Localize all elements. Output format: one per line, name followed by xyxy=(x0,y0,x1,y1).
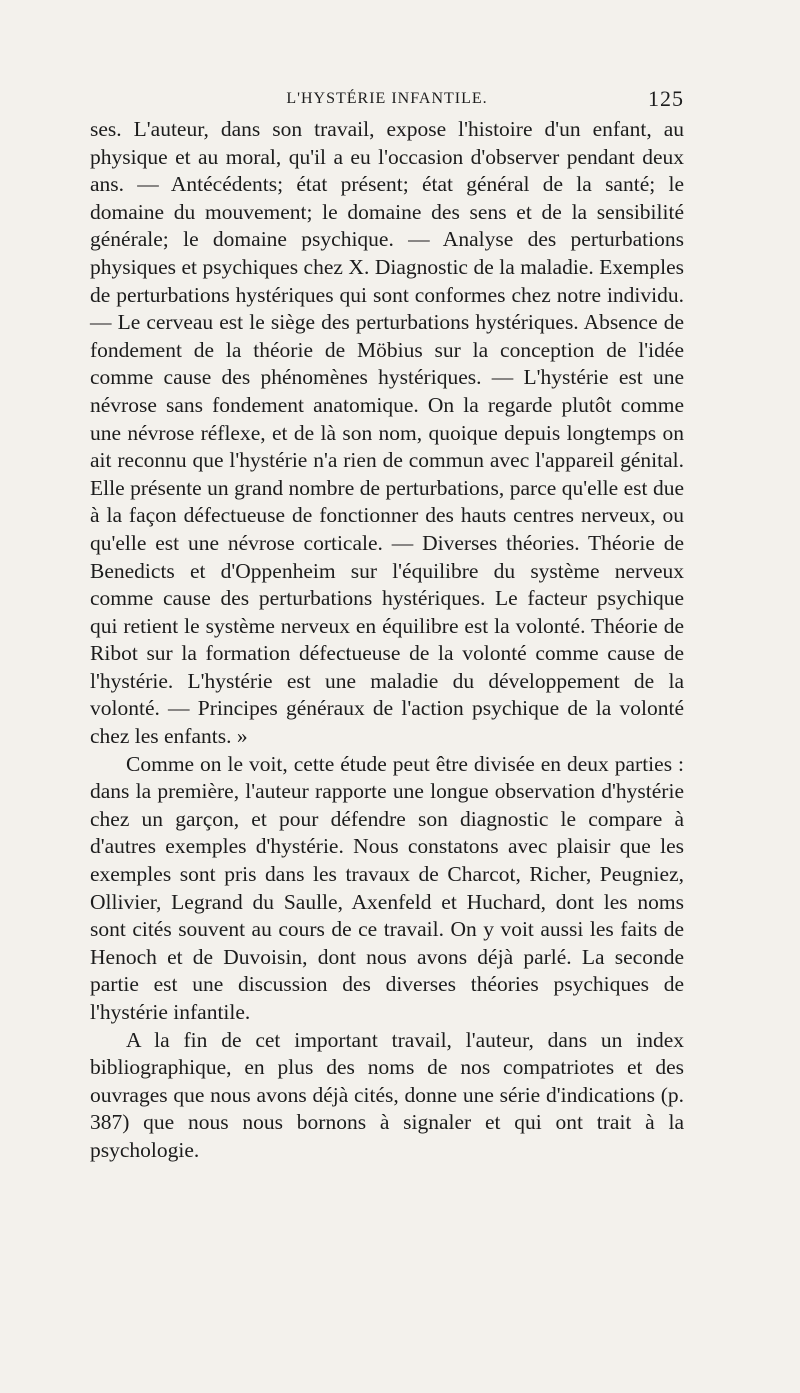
text-body xyxy=(90,116,684,1165)
running-title: L'HYSTÉRIE INFANTILE. xyxy=(286,90,488,107)
paragraph-2: Comme on le voit, cette étude peut être divisée en deux parties : dans la première, l'auteur rapporte une longue observation d'hystérie chez un garçon, et pour défendre son diagnostic le compare à d'autres exemples d'hystérie. Nous constatons avec plaisir que les exemples sont pris dans les travaux de Charcot, Richer, Peugniez, Ollivier, Legrand du Saulle, Axenfeld et Huchard, dont les noms sont cités souvent au cours de ce travail. On y voit aussi les faits de Henoch et de Duvoisin, dont nous avons déjà parlé. La seconde partie est une discussion des diverses théories psychiques de l'hystérie infantile. xyxy=(90,751,684,1024)
paragraph-3: A la fin de cet important travail, l'auteur, dans un index bibliographique, en plus des noms de nos compatriotes et des ouvrages que nous avons déjà cités, donne une série d'indications (p. 387) que nous nous bornons à signaler et qui ont trait à la psychologie. xyxy=(90,1027,684,1162)
page-number: 125 xyxy=(648,86,684,111)
page-header xyxy=(90,86,684,112)
paragraph-1: ses. L'auteur, dans son travail, expose l'histoire d'un enfant, au physique et au moral, qu'il a eu l'occasion d'observer pendant deux ans. — Antécédents; état présent; état général de la santé; le domaine du mouvement; le domaine des sens et de la sensibilité générale; le domaine psychique. — Analyse des perturbations physiques et psychiques chez X. Diagnostic de la maladie. Exemples de perturbations hystériques qui sont conformes chez notre individu. — Le cerveau est le siège des perturbations hystériques. Absence de fondement de la théorie de Möbius sur la conception de l'idée comme cause des phénomènes hystériques. — L'hystérie est une névrose sans fondement anatomique. On la regarde plutôt comme une névrose réflexe, et de là son nom, quoique depuis longtemps on ait reconnu que l'hystérie n'a rien de commun avec l'appareil génital. Elle présente un grand nombre de perturbations, parce qu'elle est due à la façon défectueuse de fonctionner des hauts centres nerveux, ou qu'elle est une névrose corticale. — Diverses théories. Théorie de Benedicts et d'Oppenheim sur l'équilibre du système nerveux comme cause des perturbations hystériques. Le facteur psychique qui retient le système nerveux en équilibre est la volonté. Théorie de Ribot sur la formation défectueuse de la volonté comme cause de l'hystérie. L'hystérie est une maladie du développement de la volonté. — Principes généraux de l'action psychique de la volonté chez les enfants. » xyxy=(90,117,684,749)
